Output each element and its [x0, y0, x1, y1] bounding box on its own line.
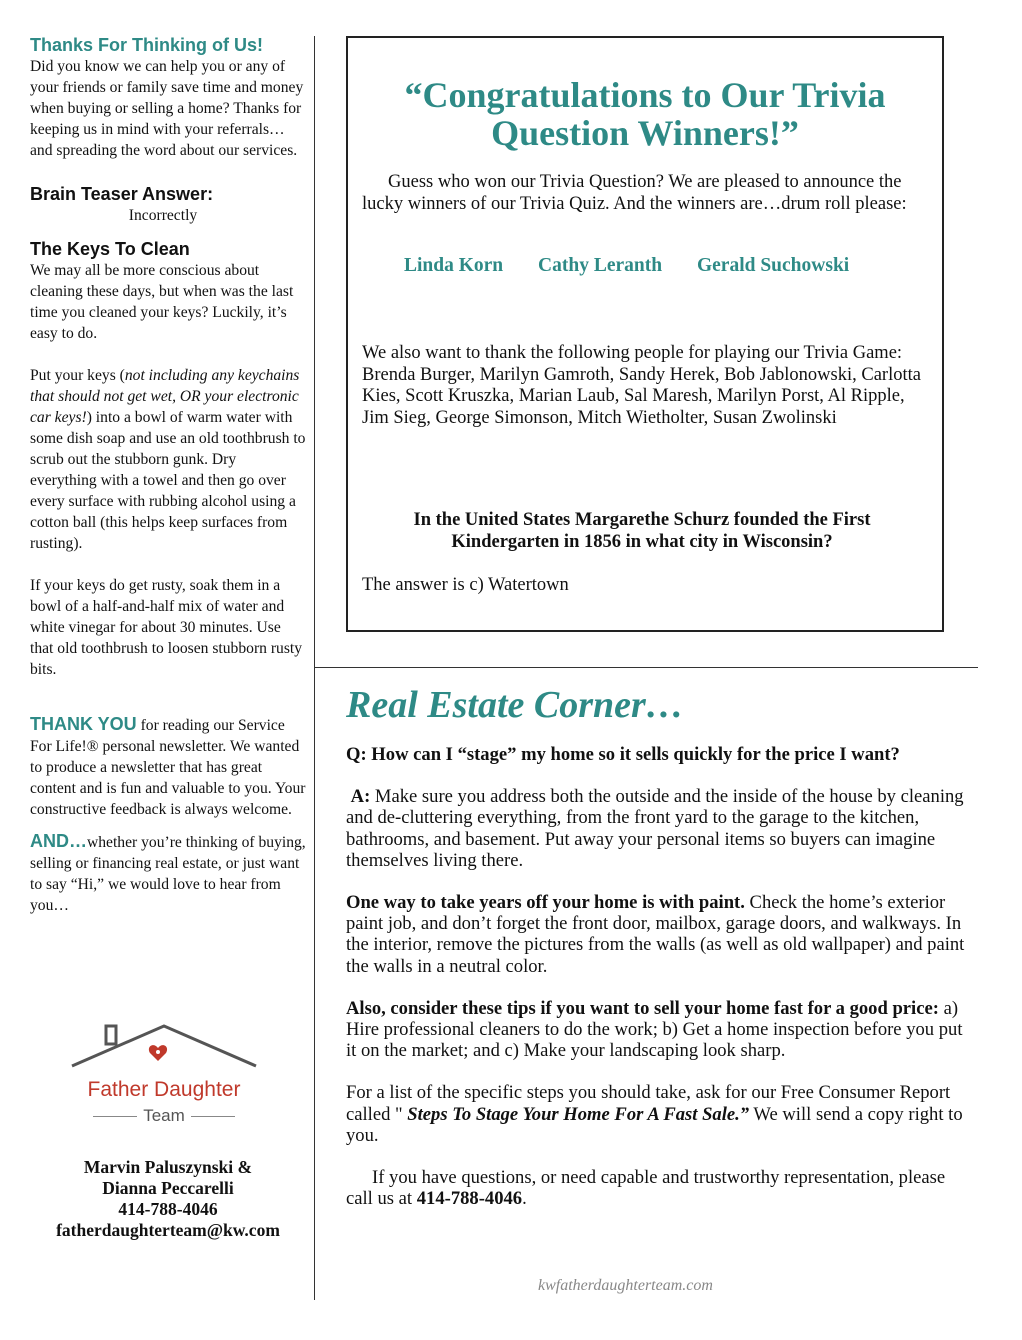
- real-estate-question: Q: How can I “stage” my home so it sells quickly for the price I want?: [346, 744, 900, 765]
- tips-body: a) Hire professional cleaners to do the work; b) Get a home inspection before you put it on the market; and c) Make your landscaping look sharp.: [346, 997, 963, 1062]
- and-paragraph: [30, 831, 306, 916]
- and-body: whether you’re thinking of buying, selling or financing real estate, or just want to say “Hi,” we would love to hear from you…: [30, 834, 306, 914]
- contact-email[interactable]: fatherdaughterteam@kw.com: [56, 1220, 280, 1240]
- keys-paragraph-1: We may all be more conscious about cleaning these days, but when was the last time you cleaned your keys? Luckily, it’s easy to do.: [30, 262, 294, 342]
- logo-team-label: Team: [143, 1106, 185, 1125]
- closing-start: If you have questions, or need capable and trustworthy representation, please call us at: [346, 1167, 946, 1210]
- paint-paragraph: [346, 892, 968, 977]
- winner-2: Cathy Leranth: [538, 255, 663, 276]
- keys-paragraph-2: [30, 365, 306, 554]
- logo-text-main: Father Daughter: [87, 1078, 241, 1101]
- keys-p2-end: ) into a bowl of warm water with some dish soap and use an old toothbrush to scrub out the stubborn gunk. Dry everything with a towel and then go over every surface with rubbing alcohol using a cotton ball (this helps keep surfaces from rusting).: [30, 409, 306, 552]
- thanks-heading: Thanks For Thinking of Us!: [30, 35, 263, 55]
- answer-lead: A:: [350, 786, 371, 808]
- brain-teaser-heading: Brain Teaser Answer:: [30, 184, 214, 204]
- report-start: For a list of the specific steps you should take, ask for our Free Consumer Report called ": [346, 1082, 951, 1125]
- contact-name-1: Marvin Paluszynski &: [83, 1157, 253, 1177]
- sidebar: [30, 34, 306, 916]
- column-divider-vertical: [314, 36, 315, 1300]
- trivia-title: “Congratulations to Our Trivia Question Winners!”: [404, 75, 886, 153]
- contact-name-2: Dianna Peccarelli: [102, 1178, 234, 1198]
- winner-3: Gerald Suchowski: [696, 255, 850, 276]
- keys-heading: The Keys To Clean: [30, 239, 190, 259]
- and-lead: AND…: [30, 831, 87, 851]
- trivia-question: In the United States Margarethe Schurz founded the First Kindergarten in 1856 in what city in Wisconsin?: [413, 510, 871, 552]
- report-title: Steps To Stage Your Home For A Fast Sale.”: [407, 1103, 750, 1125]
- father-daughter-team-logo: [64, 1022, 264, 1134]
- closing-phone: 414-788-4046: [416, 1188, 523, 1210]
- brain-teaser-answer: Incorrectly: [128, 207, 198, 224]
- closing-paragraph: [346, 1167, 968, 1209]
- trivia-answer: The answer is c) Watertown: [362, 575, 569, 595]
- section-divider-horizontal: [314, 667, 978, 668]
- real-estate-corner: [346, 683, 968, 1230]
- trivia-winners: [404, 255, 849, 277]
- thank-you-body: for reading our Service For Life!® personal newsletter. We wanted to produce a newsletter that has great content and is fun and valuable to you. Your constructive feedback is always welcome.: [30, 717, 306, 818]
- logo-text-sub: [64, 1106, 264, 1126]
- thank-you-lead: THANK YOU: [30, 714, 137, 734]
- thank-you-paragraph: [30, 714, 306, 820]
- trivia-box: [346, 36, 944, 632]
- real-estate-answer: [346, 786, 968, 871]
- trivia-thanks: We also want to thank the following people for playing our Trivia Game: Brenda Burger, Marilyn Gamroth, Sandy Herek, Bob Jablonowski, Carlotta Kies, Scott Kruszka, Marian Laub, Sal Maresh, Marilyn Porst, Al Ripple, Jim Sieg, George Simonson, Mitch Wietholter, Susan Zwolinski: [362, 343, 921, 428]
- keys-p2-start: Put your keys (: [30, 367, 125, 384]
- paint-lead: One way to take years off your home is with paint.: [346, 892, 745, 914]
- contact-block: [30, 1157, 306, 1241]
- keys-p2-italic: not including any keychains that should not get wet, OR your electronic car keys!: [30, 367, 300, 426]
- real-estate-title: Real Estate Corner…: [346, 684, 684, 726]
- footer-website[interactable]: kwfatherdaughterteam.com: [538, 1277, 713, 1294]
- winner-1: Linda Korn: [404, 255, 504, 276]
- contact-phone: 414-788-4046: [118, 1199, 218, 1219]
- tips-paragraph: [346, 998, 968, 1062]
- answer-body: Make sure you address both the outside and the inside of the house by cleaning and de-cluttering everything, from the front yard to the garage to the kitchen, bathrooms, and basement. Put away your personal items so buyers can imagine themselves living there.: [346, 786, 964, 871]
- report-paragraph: [346, 1082, 968, 1146]
- report-end: We will send a copy right to you.: [346, 1103, 963, 1146]
- keys-paragraph-3: If your keys do get rusty, soak them in a bowl of a half-and-half mix of water and white vinegar for about 30 minutes. Use that old toothbrush to loosen stubborn rusty bits.: [30, 577, 303, 678]
- thanks-body: Did you know we can help you or any of your friends or family save time and money when buying or selling a home? Thanks for keeping us in mind with your referrals…and spreading the word about our services.: [30, 58, 304, 159]
- trivia-intro: Guess who won our Trivia Question? We are pleased to announce the lucky winners of our Trivia Quiz. And the winners are…drum roll please:: [362, 172, 907, 214]
- paint-body: Check the home’s exterior paint job, and don’t forget the front door, mailbox, garage doors, and walkways. In the interior, remove the pictures from the walls (as well as old wallpaper) and paint the walls in a neutral color.: [346, 892, 965, 977]
- closing-end: .: [522, 1188, 527, 1210]
- tips-lead: Also, consider these tips if you want to sell your home fast for a good price:: [346, 997, 939, 1019]
- house-roof-icon: [64, 1022, 264, 1082]
